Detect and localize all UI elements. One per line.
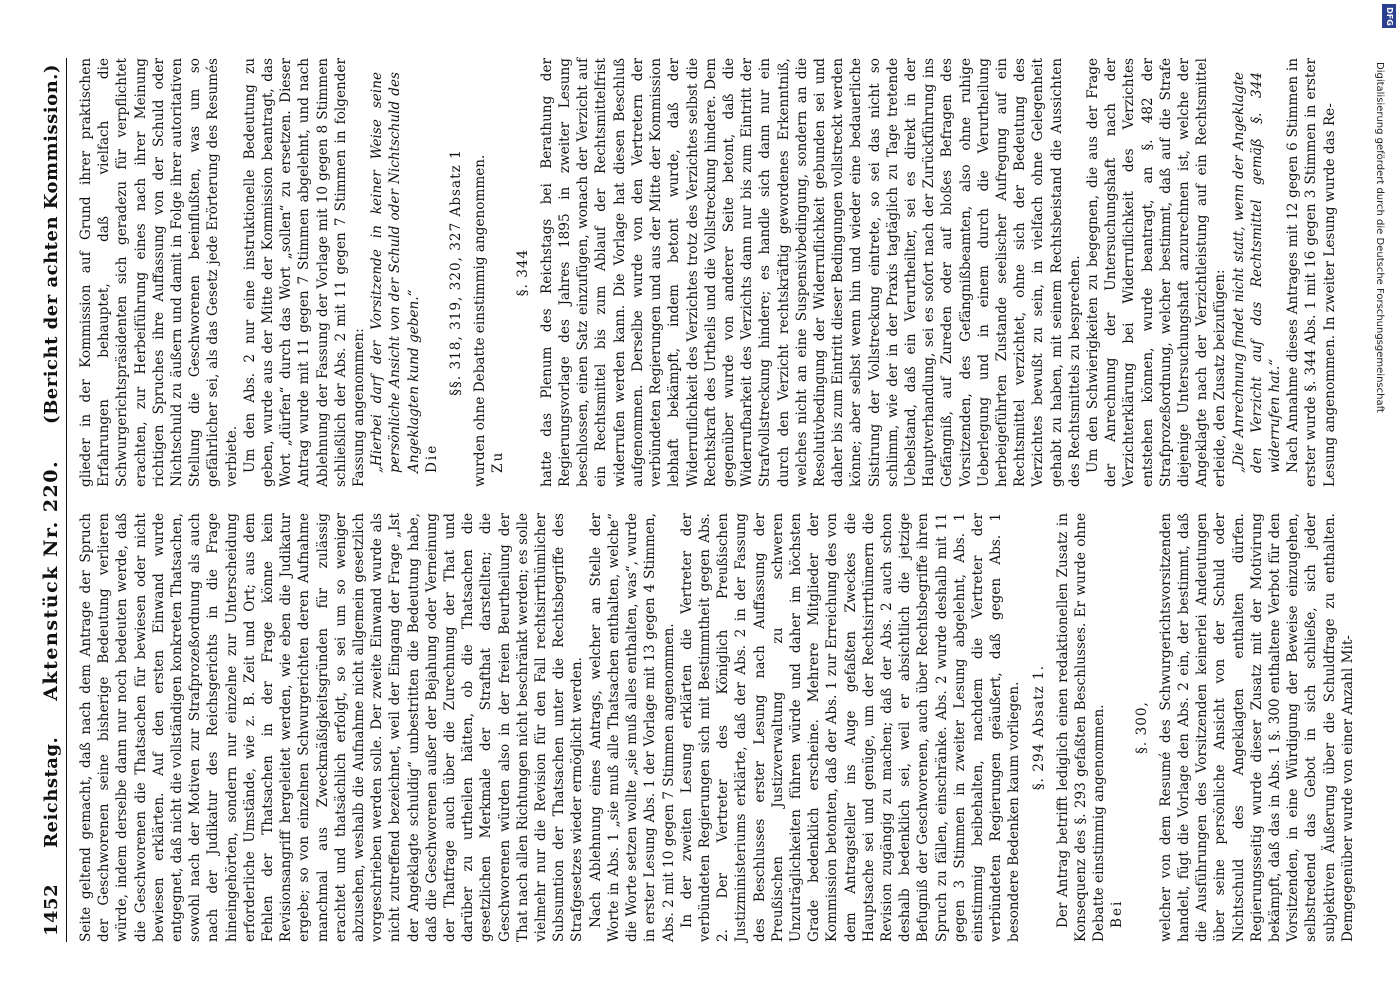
digitization-credit (1373, 32, 1385, 952)
text-columns (77, 58, 1356, 942)
paragraph-lead: Bei (1109, 899, 1126, 928)
header-left: Reichstag. (41, 736, 62, 848)
paragraph: wurden ohne Debatte einstimmig angenommen. (472, 154, 489, 487)
quotation: „Hierbei darf der Vorsitzende in keiner Weise seine persönliche Ansicht von der Schuld oder Nichtschuld des Angeklagten kund geben.“ (369, 72, 422, 473)
paragraph-lead: Die (423, 443, 440, 473)
page-header (40, 58, 66, 942)
column-right (77, 58, 1338, 487)
paragraph: In der zweiten Lesung erklärten die Vertreter der verbündeten Regierungen sich mit Bestimmtheit gegen Abs. 2. Der Vertreter des Königlich Preußischen Justizministeriums erklärte, daß der Abs. 2 in der Fassung des Beschlusses erster Lesung nach Auffassung der Preußischen Justizverwaltung zu schweren Unzuträglichkeiten führen würde und daher im höchsten Grade bedenklich erscheine. Mehrere Mitglieder der Kommission betonten, daß der Abs. 1 zur Erreichung des von dem Antragsteller ins Auge gefaßten Zweckes die Hauptsache sei und genüge, um der Rechtsirrthümern die Revision zugängig zu machen; daß der Abs. 2 auch schon deshalb bedenklich sei, weil er absichtlich die jetzige Befugniß der Geschworenen, auch über Rechtsbegriffe ihren Spruch zu fällen, einschränke. Abs. 2 wurde deshalb mit 11 gegen 3 Stimmen in zweiter Lesung abgelehnt, Abs. 1 einstimmig beibehalten, nachdem die Vertreter der verbündeten Regierungen geäußert, daß gegen Abs. 1 besondere Bedenken kaum vorliegen. (678, 513, 1023, 942)
page-number: 1452 (41, 883, 62, 936)
paragraph: hatte das Plenum des Reichstags bei Berathung der Regierungsvorlage des Jahres 1895 in zweiter Lesung beschlossen, einen Satz einzufügen, wonach der Verzicht auf ein Rechtsmittel bis zum Ablauf der Rechtsmittelfrist widerrufen werden kann. Die Vorlage hat diesen Beschluß aufgenommen. Derselbe wurde von den Vertretern der verbündeten Regierungen und aus der Mitte der Kommission lebhaft bekämpft, indem betont wurde, daß der Widerruflichkeit des Verzichtes trotz des Verzichtes selbst die Rechtskraft des Urtheils und die Vollstreckung hindere. Dem gegenüber wurde von anderer Seite betont, daß die Widerrufbarkeit des Verzichts dann nur bis zum Eintritt der Strafvollstreckung hindere; es handle sich dann nur ein durch den Verzicht rechtskräftig gewordenes Erkenntniß, welches nicht an eine Suspensivbedingung, sondern an die Resolutivbedingung der Widerruflichkeit gebunden sei und daher bis zum Eintritt dieser Bedingungen vollstreckt werden könne; aber selbst wenn hin und wieder eine bedauerliche Sistirung der Vollstreckung eintrete, so sei das nicht so schlimm, wie der in der Praxis tagtäglich zu Tage tretende Uebelstand, daß ein Verurtheilter, sei es direkt in der Hauptverhandlung, sei es sofort nach der Zurückführung ins Gefängniß, auf Zureden oder auf bloßes Befragen des Vorsitzenden, des Gefängnißbeamten, also ohne ruhige Ueberlegung und in einem durch die Verurtheilung herbeigeführten Zustande seelischer Aufregung auf ein Rechtsmittel verzichtet, ohne sich der Bedeutung des Verzichtes bewußt zu sein, in vielfach ohne Gelegenheit gehabt zu haben, mit seinem Rechtsbeistand die Aussichten des Rechtsmittels zu besprechen. (538, 58, 1083, 487)
dfg-logo: DFG (1382, 4, 1396, 28)
header-right: (Bericht der achten Kommission.) (41, 64, 62, 424)
paragraph: Nach Ablehnung eines Antrags, welcher an Stelle der Worte in Abs. 1 „sie muß alle Thatsachen enthalten, welche“ die Worte setzen wollte „sie muß alles enthalten, was“, wurde in erster Lesung Abs. 1 der Vorlage mit 13 gegen 4 Stimmen, Abs. 2 mit 10 gegen 7 Stimmen angenommen. (587, 513, 677, 942)
quotation: „Die Anrechnung findet nicht statt, wenn der Angeklagte den Verzicht auf das Rechtsmittel gemäß §. 344 widerrufen hat.“ (1230, 72, 1283, 473)
header-rule (66, 58, 67, 942)
header-center: Aktenstück Nr. 220. (40, 459, 62, 701)
paragraph: Der Antrag betrifft lediglich einen redaktionellen Zusatz in Konsequenz des §. 293 gefaßten Beschlusses. Er wurde ohne Debatte einstimmig angenommen. (1054, 513, 1108, 942)
section-heading: §§. 318, 319, 320, 327 Absatz 1 (448, 149, 465, 396)
paragraph-lead: Zu (490, 450, 507, 473)
credit-text: Digitalisierung gefördert durch die Deutsche Forschungsgemeinschaft (1374, 62, 1385, 413)
paragraph: Seite geltend gemacht, daß nach dem Antrage der Spruch der Geschworenen seine bisherige Bedeutung verlieren würde, indem derselbe dann nur noch bedeuten werde, daß die Geschworenen die Thatsachen für bewiesen oder nicht bewiesen erklärten. Auf den ersten Einwand wurde entgegnet, daß nicht die vollständigen konkreten Thatsachen, sowohl nach der Motiven zur Strafprozeßordnung als auch nach der Judikatur des Reichsgerichts in die Frage hineingehörten, sondern nur einzelne zur Unterscheidung erforderliche Umstände, wie z. B. Zeit und Ort; aus dem Fehlen der Thatsachen in der Frage könne kein Revisionsangriff hergeleitet werden, wie eben die Judikatur ergebe; so von einzelnen Schwurgerichten deren Aufnahme manchmal aus Zweckmäßigkeitsgründen für zulässig erachtet und thatsächlich erfolgt, so sei um so weniger abzusehen, weshalb die Aufnahme nicht allgemein gesetzlich vorgeschrieben werden solle. Der zweite Einwand wurde als nicht zutreffend bezeichnet, weil der Eingang der Frage „Ist der Angeklagte schuldig“ unbestritten die Bedeutung habe, daß die Geschworenen außer der Bejahung oder Verneinung der Thatfrage auch über die Zurechnung der That und darüber zu urtheilen hätten, ob die Thatsachen die gesetzlichen Merkmale der Strafthat darstellten; die Geschworenen würden also in der freien Beurtheilung der That nach allen Richtungen nicht beschränkt werden; es solle vielmehr nur die Revision für den Fall rechtsirrthümlicher Subsumtion der Thatsachen unter die Rechtsbegriffe des Strafgesetzes wieder ermöglicht werden. (78, 513, 586, 942)
paragraph: glieder in der Kommission auf Grund ihrer praktischen Erfahrungen behauptet, daß vielfach die Schwurgerichtspräsidenten sich geradezu für verpflichtet erachten, zur Herbeiführung eines nach ihrer Meinung richtigen Spruches ihre Auffassung von der Schuld oder Nichtschuld zu äußern und damit in Folge ihrer autoritativen Stellung die Geschworenen beeinflußten, was um so gefährlicher sei, als das Gesetz jede Erörterung des Resumés verbiete. (78, 58, 240, 487)
paragraph: Nach Annahme dieses Antrages mit 12 gegen 6 Stimmen in erster wurde §. 344 Abs. 1 mit 16 gegen 3 Stimmen in erster Lesung angenommen. In zweiter Lesung wurde das Re- (1285, 58, 1338, 487)
paragraph: Um den Schwierigkeiten zu begegnen, die aus der Frage der Anrechnung der Untersuchungshaft nach der Verzichterklärung bei Widerruflichkeit des Verzichtes entstehen können, wurde beantragt, an §. 482 der Strafprozeßordnung, welcher bestimmt, daß auf die Strafe diejenige Untersuchungshaft anzurechnen ist, welche der Angeklagte nach der Verzichtleistung auf ein Rechtsmittel erleide, den Zusatz beizufügen: (1084, 58, 1229, 487)
section-heading: §. 344 (514, 248, 531, 297)
column-left (77, 513, 1356, 942)
paragraph: welcher von dem Resumé des Schwurgerichtsvorsitzenden handelt, fügt die Vorlage den Abs. 2 ein, der bestimmt, daß die Ausführungen des Vorsitzenden keinerlei Andeutungen über seine persönliche Ansicht von der Schuld oder Nichtschuld des Angeklagten enthalten dürfen. Regierungsseitig wurde dieser Zusatz mit der Motivirung bekämpft, daß das in Abs. 1 §. 300 enthaltene Verbot für den Vorsitzenden, in eine Würdigung der Beweise einzugehen, selbstredend das Gebot in sich schließe, sich jeder subjektiven Äußerung über die Schuldfrage zu enthalten. Demgegenüber wurde von einer Anzahl Mit- (1157, 513, 1356, 942)
section-heading: §. 294 Absatz 1. (1030, 664, 1047, 791)
section-heading: §. 300, (1133, 701, 1150, 754)
paragraph: Um den Abs. 2 nur eine instruktionelle Bedeutung zu geben, wurde aus der Mitte der Kommission beantragt, das Wort „dürfen“ durch das Wort „sollen“ zu ersetzen. Dieser Antrag wurde mit 11 gegen 7 Stimmen abgelehnt, und nach Ablehnung der Fassung der Vorlage mit 10 gegen 8 Stimmen schließlich der Abs. 2 mit 11 gegen 7 Stimmen in folgender Fassung angenommen: (241, 58, 368, 487)
